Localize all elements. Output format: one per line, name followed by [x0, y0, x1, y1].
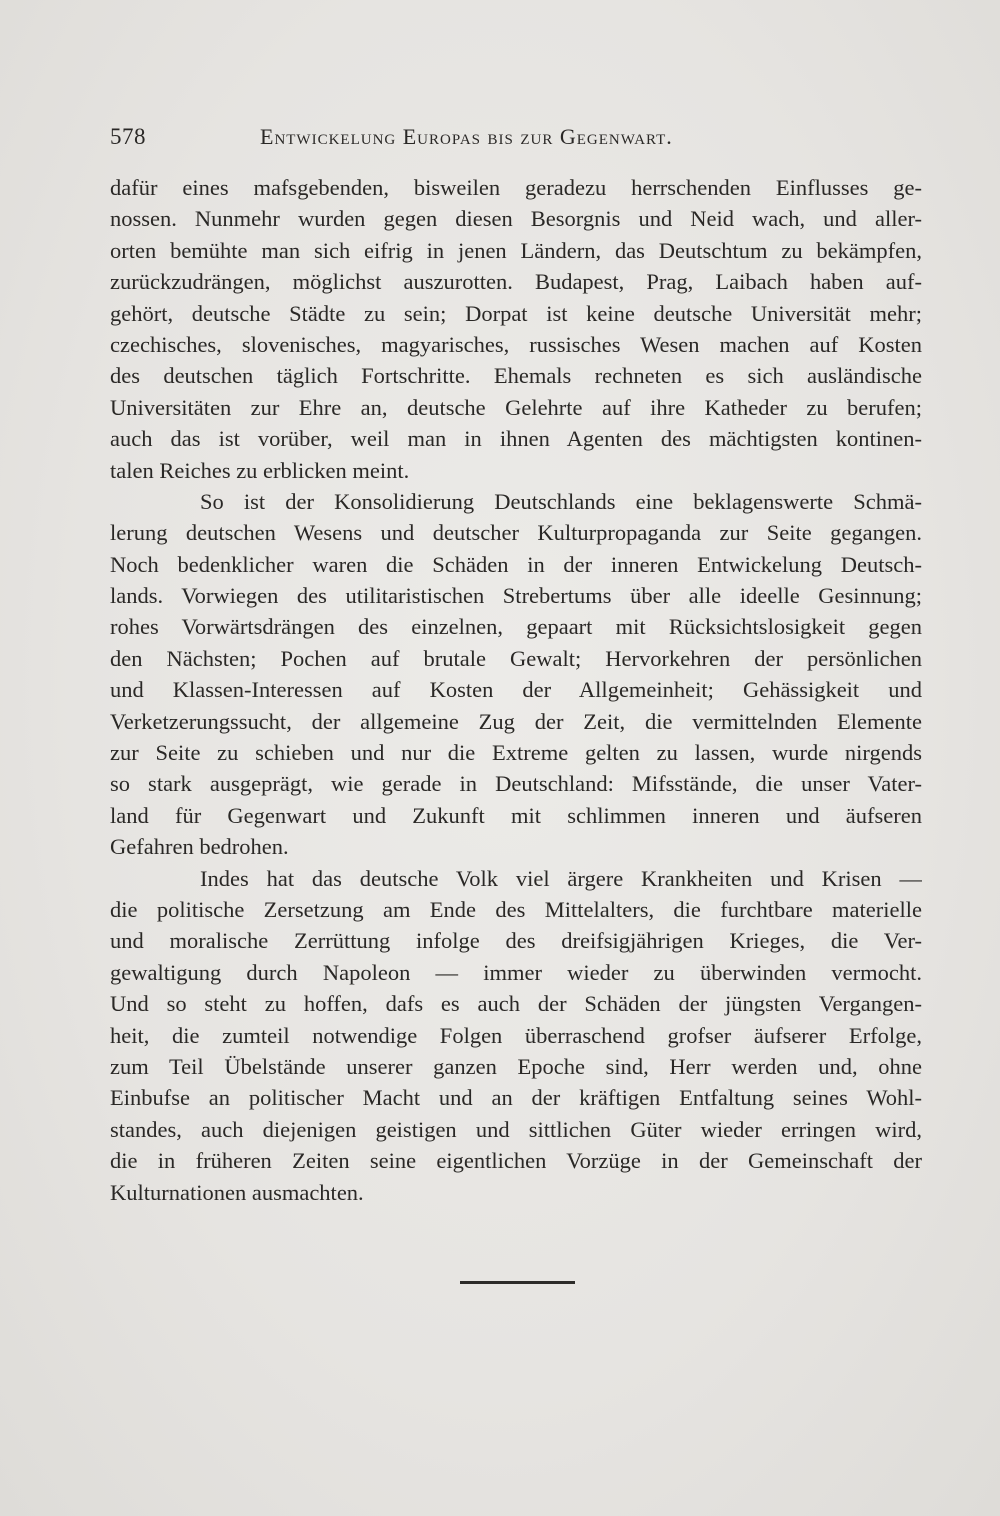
end-rule — [460, 1281, 575, 1284]
text-line: des deutschen täglich Fortschritte. Ehemals rechneten es sich ausländische — [110, 363, 922, 389]
text-line: Und so steht zu hoffen, dafs es auch der Schäden der jüngsten Vergangen- — [110, 991, 922, 1017]
text-line: zum Teil Übelstände unserer ganzen Epoche sind, Herr werden und, ohne — [110, 1053, 922, 1079]
text-line: land für Gegenwart und Zukunft mit schlimmen inneren und äufseren — [110, 802, 922, 828]
text-line: die in früheren Zeiten seine eigentlichen Vorzüge in der Gemeinschaft der — [110, 1148, 922, 1174]
text-line: standes, auch diejenigen geistigen und sittlichen Güter wieder erringen wird, — [110, 1116, 922, 1142]
running-head: Entwickelung Europas bis zur Gegenwart. — [260, 124, 673, 149]
text-line: czechisches, slovenisches, magyarisches, russisches Wesen machen auf Kosten — [110, 331, 922, 357]
text-line: zurückzudrängen, möglichst auszurotten. Budapest, Prag, Laibach haben auf- — [110, 269, 922, 295]
text-line: Einbufse an politischer Macht und an der kräftigen Entfaltung seines Wohl- — [110, 1085, 922, 1111]
page-number: 578 — [110, 124, 146, 149]
paragraph — [110, 172, 922, 486]
text-line: gehört, deutsche Städte zu sein; Dorpat ist keine deutsche Universität mehr; — [110, 300, 922, 326]
text-line: Verketzerungssucht, der allgemeine Zug der Zeit, die vermittelnden Elemente — [110, 708, 922, 734]
text-line: nossen. Nunmehr wurden gegen diesen Besorgnis und Neid wach, und aller- — [110, 206, 922, 232]
text-line: lands. Vorwiegen des utilitaristischen Strebertums über alle ideelle Gesinnung; — [110, 583, 922, 609]
text-line: den Nächsten; Pochen auf brutale Gewalt; Hervorkehren der persönlichen — [110, 645, 922, 671]
text-line: So ist der Konsolidierung Deutschlands eine beklagenswerte Schmä- — [200, 488, 922, 514]
text-line: Noch bedenklicher waren die Schäden in der inneren Entwickelung Deutsch- — [110, 551, 922, 577]
paragraph — [110, 486, 922, 863]
text-line: rohes Vorwärtsdrängen des einzelnen, gepaart mit Rücksichtslosigkeit gegen — [110, 614, 922, 640]
text-line: und Klassen-Interessen auf Kosten der Allgemeinheit; Gehässigkeit und — [110, 677, 922, 703]
text-line: so stark ausgeprägt, wie gerade in Deutschland: Mifsstände, die unser Vater- — [110, 771, 922, 797]
body-text — [110, 172, 922, 1208]
paragraph — [110, 863, 922, 1208]
text-line: die politische Zersetzung am Ende des Mittelalters, die furchtbare materielle — [110, 896, 922, 922]
text-line: zur Seite zu schieben und nur die Extreme gelten zu lassen, wurde nirgends — [110, 740, 922, 766]
text-line: auch das ist vorüber, weil man in ihnen Agenten des mächtigsten kontinen- — [110, 426, 922, 452]
text-line: Universitäten zur Ehre an, deutsche Gelehrte auf ihre Katheder zu berufen; — [110, 394, 922, 420]
text-line: orten bemühte man sich eifrig in jenen Ländern, das Deutschtum zu bekämpfen, — [110, 237, 922, 263]
text-line: gewaltigung durch Napoleon — immer wieder zu überwinden vermocht. — [110, 959, 922, 985]
text-line: Kulturnationen ausmachten. — [110, 1179, 364, 1205]
text-line: dafür eines mafsgebenden, bisweilen geradezu herrschenden Einflusses ge- — [110, 175, 922, 200]
text-line: Gefahren bedrohen. — [110, 834, 289, 860]
text-line: lerung deutschen Wesens und deutscher Kulturpropaganda zur Seite gegangen. — [110, 520, 922, 546]
text-line: und moralische Zerrüttung infolge des dreifsigjährigen Krieges, die Ver- — [110, 928, 922, 954]
text-line: Indes hat das deutsche Volk viel ärgere Krankheiten und Krisen — — [200, 865, 922, 891]
page-header — [110, 124, 900, 154]
text-line: heit, die zumteil notwendige Folgen überraschend grofser äufserer Erfolge, — [110, 1022, 922, 1048]
text-line: talen Reiches zu erblicken meint. — [110, 457, 410, 483]
